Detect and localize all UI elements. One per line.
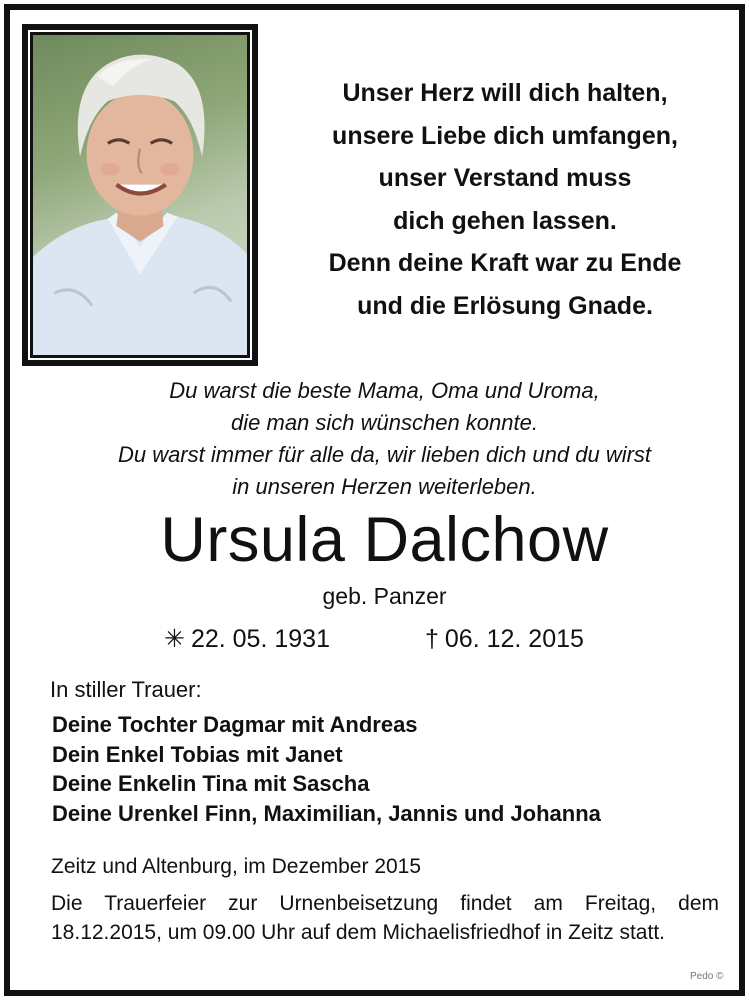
birth-star-icon: ✳ bbox=[164, 625, 185, 653]
birth-date: 22. 05. 1931 bbox=[190, 625, 330, 653]
death-cross-icon: † bbox=[425, 625, 439, 653]
mourners-list bbox=[52, 710, 601, 828]
poem bbox=[270, 72, 740, 327]
poem-line: und die Erlösung Gnade. bbox=[357, 291, 653, 320]
mourning-label: In stiller Trauer: bbox=[50, 677, 202, 702]
poem-line: Denn deine Kraft war zu Ende bbox=[328, 249, 682, 277]
deceased-name: Ursula Dalchow bbox=[160, 505, 609, 575]
credit-mark: Pedo © bbox=[690, 971, 724, 982]
life-dates bbox=[20, 622, 749, 656]
poem-line: unser Verstand muss bbox=[378, 164, 632, 192]
portrait-photo bbox=[33, 35, 247, 355]
tribute-quote bbox=[20, 375, 749, 503]
mourner-line: Deine Tochter Dagmar mit Andreas bbox=[52, 712, 418, 737]
death-date-group bbox=[425, 622, 584, 656]
portrait-frame bbox=[22, 24, 258, 366]
funeral-service-info: Die Trauerfeier zur Urnenbeisetzung findet am Freitag, dem 18.12.2015, um 09.00 Uhr auf dem Michaelisfriedhof in Zeitz statt. bbox=[51, 892, 719, 944]
mourner-line: Dein Enkel Tobias mit Janet bbox=[52, 741, 343, 767]
quote-line: in unseren Herzen weiterleben. bbox=[232, 474, 537, 499]
birth-date-group bbox=[164, 622, 330, 656]
quote-line: die man sich wünschen konnte. bbox=[231, 410, 538, 435]
poem-line: Unser Herz will dich halten, bbox=[342, 79, 668, 107]
mourner-line: Deine Enkelin Tina mit Sascha bbox=[52, 771, 370, 796]
quote-line: Du warst immer für alle da, wir lieben dich und du wirst bbox=[117, 442, 652, 467]
portrait-illustration bbox=[33, 35, 247, 355]
death-date: 06. 12. 2015 bbox=[444, 625, 584, 653]
mourner-line: Deine Urenkel Finn, Maximilian, Jannis und Johanna bbox=[52, 800, 601, 826]
place-and-date: Zeitz und Altenburg, im Dezember 2015 bbox=[51, 855, 422, 878]
obituary-frame bbox=[4, 4, 745, 996]
maiden-name: geb. Panzer bbox=[322, 583, 447, 609]
poem-line: unsere Liebe dich umfangen, bbox=[332, 121, 678, 150]
quote-line: Du warst die beste Mama, Oma und Uroma, bbox=[169, 378, 600, 403]
poem-line: dich gehen lassen. bbox=[393, 206, 617, 235]
